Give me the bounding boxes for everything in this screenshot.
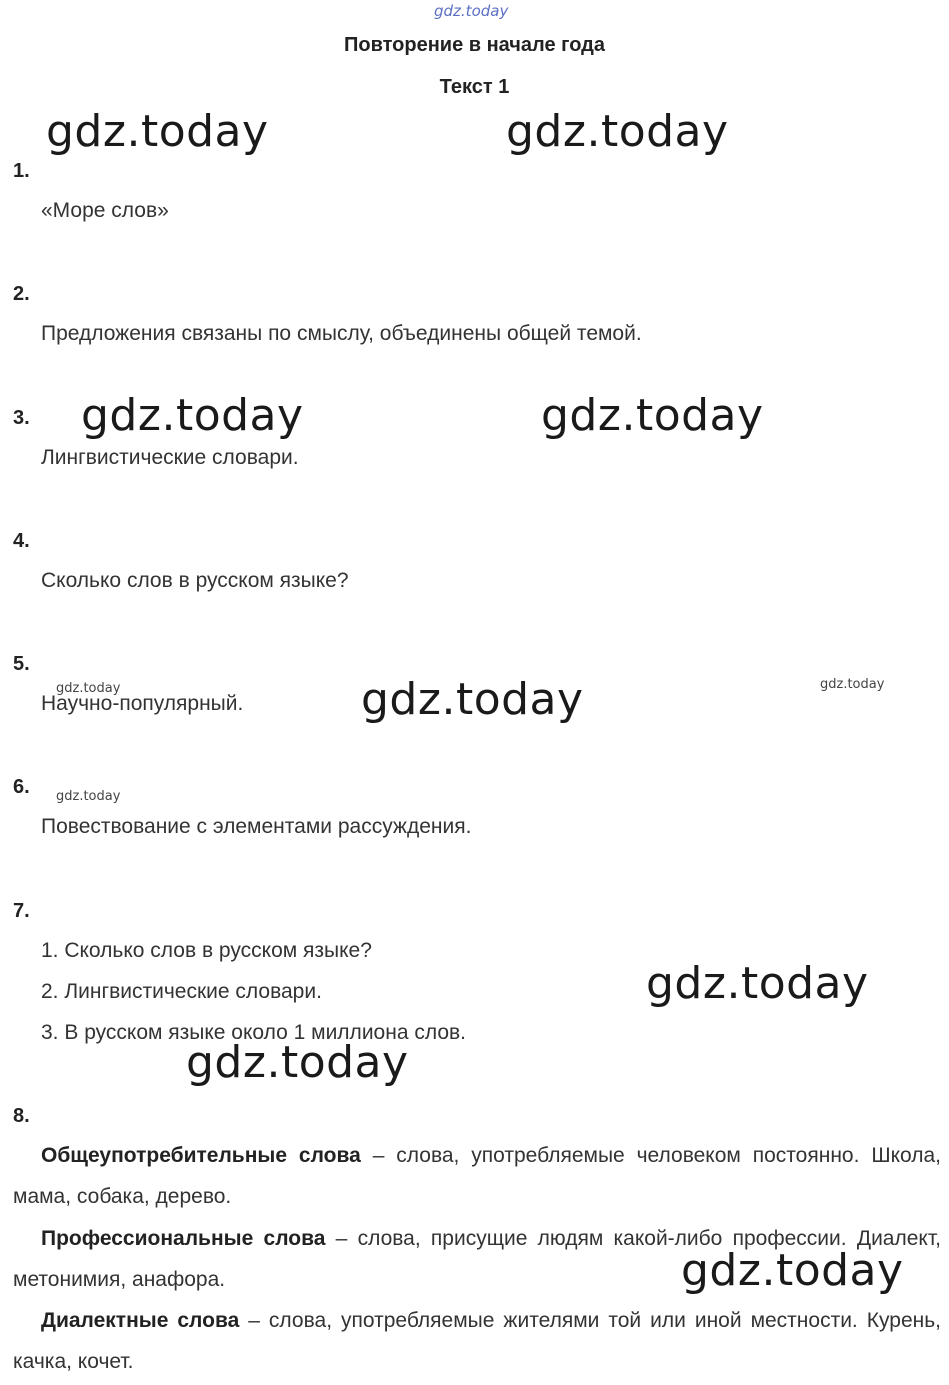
watermark: gdz.today (186, 1037, 409, 1088)
item-number: 7. (13, 900, 30, 922)
watermark-small: gdz.today (820, 677, 885, 692)
item-answer: Лингвистические словари. (41, 446, 299, 469)
definition-text: – слова, присущие людям какой-либо профессии. (325, 1227, 847, 1250)
definition-examples: Диалект, метонимия, анафора. (13, 1227, 941, 1291)
item-answer: Предложения связаны по смыслу, объединены общей темой. (41, 322, 642, 345)
item-number: 6. (13, 776, 30, 798)
definition-term: Профессиональные слова (41, 1227, 326, 1250)
definition-paragraph (13, 1300, 941, 1382)
item-number: 8. (13, 1105, 30, 1127)
item-number: 1. (13, 160, 30, 182)
item-answer: Повествование с элементами рассуждения. (41, 815, 472, 838)
item-answer: «Море слов» (41, 199, 169, 222)
definition-term: Диалектные слова (41, 1309, 240, 1332)
page-title: Повторение в начале года (343, 34, 605, 56)
watermark: gdz.today (506, 106, 729, 157)
list-item: 3. В русском языке около 1 миллиона слов. (41, 1021, 466, 1044)
watermark: gdz.today (681, 1245, 904, 1296)
item-answer: Сколько слов в русском языке? (41, 569, 349, 592)
definition-examples: Курень, качка, кочет. (13, 1309, 941, 1373)
definition-term: Общеупотребительные слова (41, 1144, 361, 1167)
definition-paragraph (13, 1135, 941, 1217)
watermark-small: gdz.today (56, 681, 121, 696)
item-number: 2. (13, 283, 30, 305)
watermark-small: gdz.today (56, 789, 121, 804)
watermark: gdz.today (541, 390, 764, 441)
item-answer: Научно-популярный. (41, 692, 244, 715)
list-item: 1. Сколько слов в русском языке? (41, 939, 372, 962)
definition-examples: Школа, мама, собака, дерево. (13, 1144, 942, 1208)
watermark: gdz.today (361, 674, 584, 725)
text-subtitle: Текст 1 (439, 76, 510, 98)
definition-text: – слова, употребляемые человеком постоянно. (360, 1144, 860, 1167)
watermark: gdz.today (81, 390, 304, 441)
item-number: 4. (13, 530, 30, 552)
watermark-top: gdz.today (434, 2, 509, 20)
watermark: gdz.today (646, 958, 869, 1009)
list-item: 2. Лингвистические словари. (41, 980, 322, 1003)
definition-text: – слова, употребляемые жителями той или иной местности. (239, 1309, 858, 1332)
watermark: gdz.today (46, 106, 269, 157)
definition-paragraph (13, 1218, 941, 1300)
item-number: 3. (13, 407, 30, 429)
item-number: 5. (13, 653, 30, 675)
